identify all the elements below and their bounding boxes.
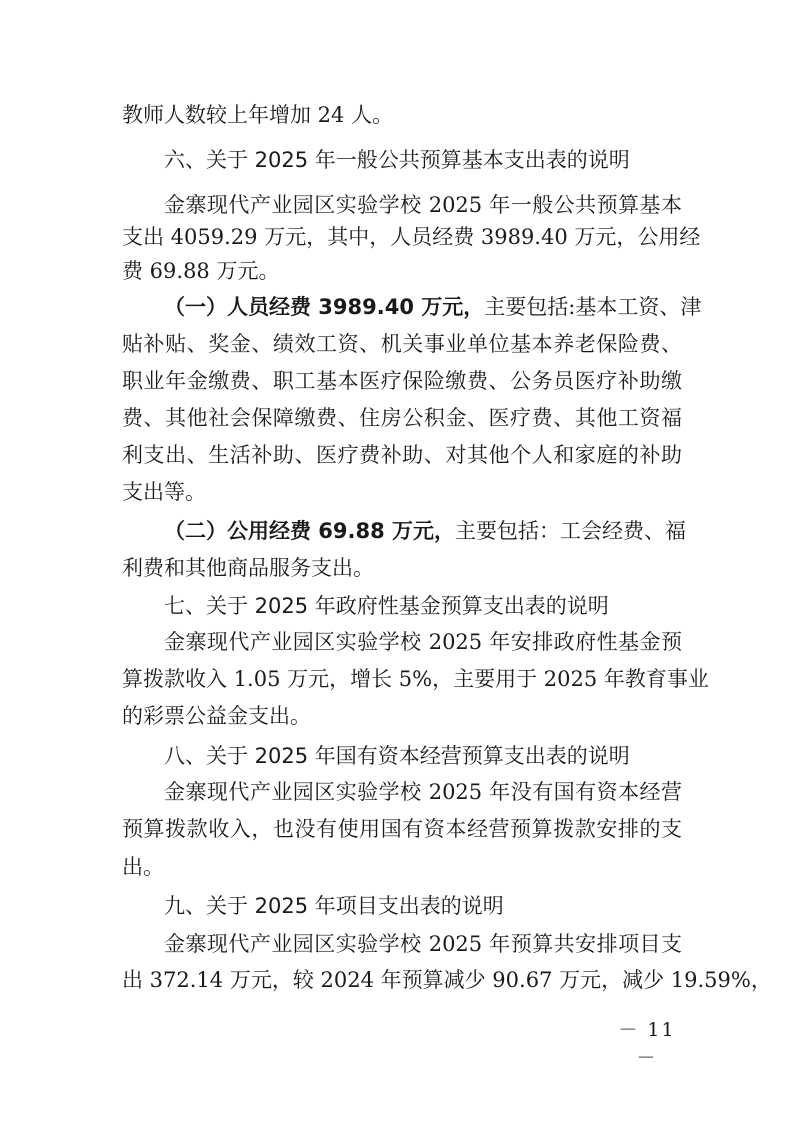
body-text-line: 利费和其他商品服务支出。 <box>122 556 374 580</box>
body-text-line: 支出等。 <box>122 480 206 504</box>
page-number: － 11 － <box>618 1019 676 1069</box>
body-text-line: 金寨现代产业园区实验学校 2025 年预算共安排项目支 <box>164 932 682 956</box>
body-text-line: 费、其他社会保障缴费、住房公积金、医疗费、其他工资福 <box>122 406 682 430</box>
section-heading-seven: 七、关于 2025 年政府性基金预算支出表的说明 <box>164 594 609 618</box>
body-text-line: 费 69.88 万元。 <box>122 259 280 283</box>
body-text-line: 金寨现代产业园区实验学校 2025 年一般公共预算基本 <box>164 193 682 217</box>
personnel-expense-lead: （一）人员经费 3989.40 万元， <box>164 295 485 319</box>
section-heading-six: 六、关于 2025 年一般公共预算基本支出表的说明 <box>164 148 630 172</box>
body-text-line: 出 372.14 万元，较 2024 年预算减少 90.67 万元，减少 19.59%， <box>122 968 772 992</box>
body-text-line: 贴补贴、奖金、绩效工资、机关事业单位基本养老保险费、 <box>122 332 682 356</box>
body-text-line: 金寨现代产业园区实验学校 2025 年没有国有资本经营 <box>164 780 682 804</box>
body-text-line: 利支出、生活补助、医疗费补助、对其他个人和家庭的补助 <box>122 443 682 467</box>
body-text-line: 出。 <box>122 855 164 879</box>
section-heading-eight: 八、关于 2025 年国有资本经营预算支出表的说明 <box>164 744 630 768</box>
body-text-line: 算拨款收入 1.05 万元，增长 5%，主要用于 2025 年教育事业 <box>122 667 709 691</box>
body-text-segment: 主要包括:基本工资、津 <box>484 295 702 319</box>
body-text-segment: 主要包括：工会经费、福 <box>455 519 687 543</box>
body-text-line: 的彩票公益金支出。 <box>122 704 311 728</box>
body-text-line: 教师人数较上年增加 24 人。 <box>122 103 394 127</box>
section-heading-nine: 九、关于 2025 年项目支出表的说明 <box>164 894 504 918</box>
body-text-line: 支出 4059.29 万元，其中，人员经费 3989.40 万元，公用经 <box>122 225 701 249</box>
body-text-line: 职业年金缴费、职工基本医疗保险缴费、公务员医疗补助缴 <box>122 369 682 393</box>
body-text-line: 金寨现代产业园区实验学校 2025 年安排政府性基金预 <box>164 630 682 654</box>
body-text-line: 预算拨款收入，也没有使用国有资本经营预算拨款安排的支 <box>122 817 682 841</box>
public-expense-paragraph-start <box>164 513 687 549</box>
public-expense-lead: （二）公用经费 69.88 万元， <box>164 519 456 543</box>
personnel-expense-paragraph-start <box>164 289 702 325</box>
